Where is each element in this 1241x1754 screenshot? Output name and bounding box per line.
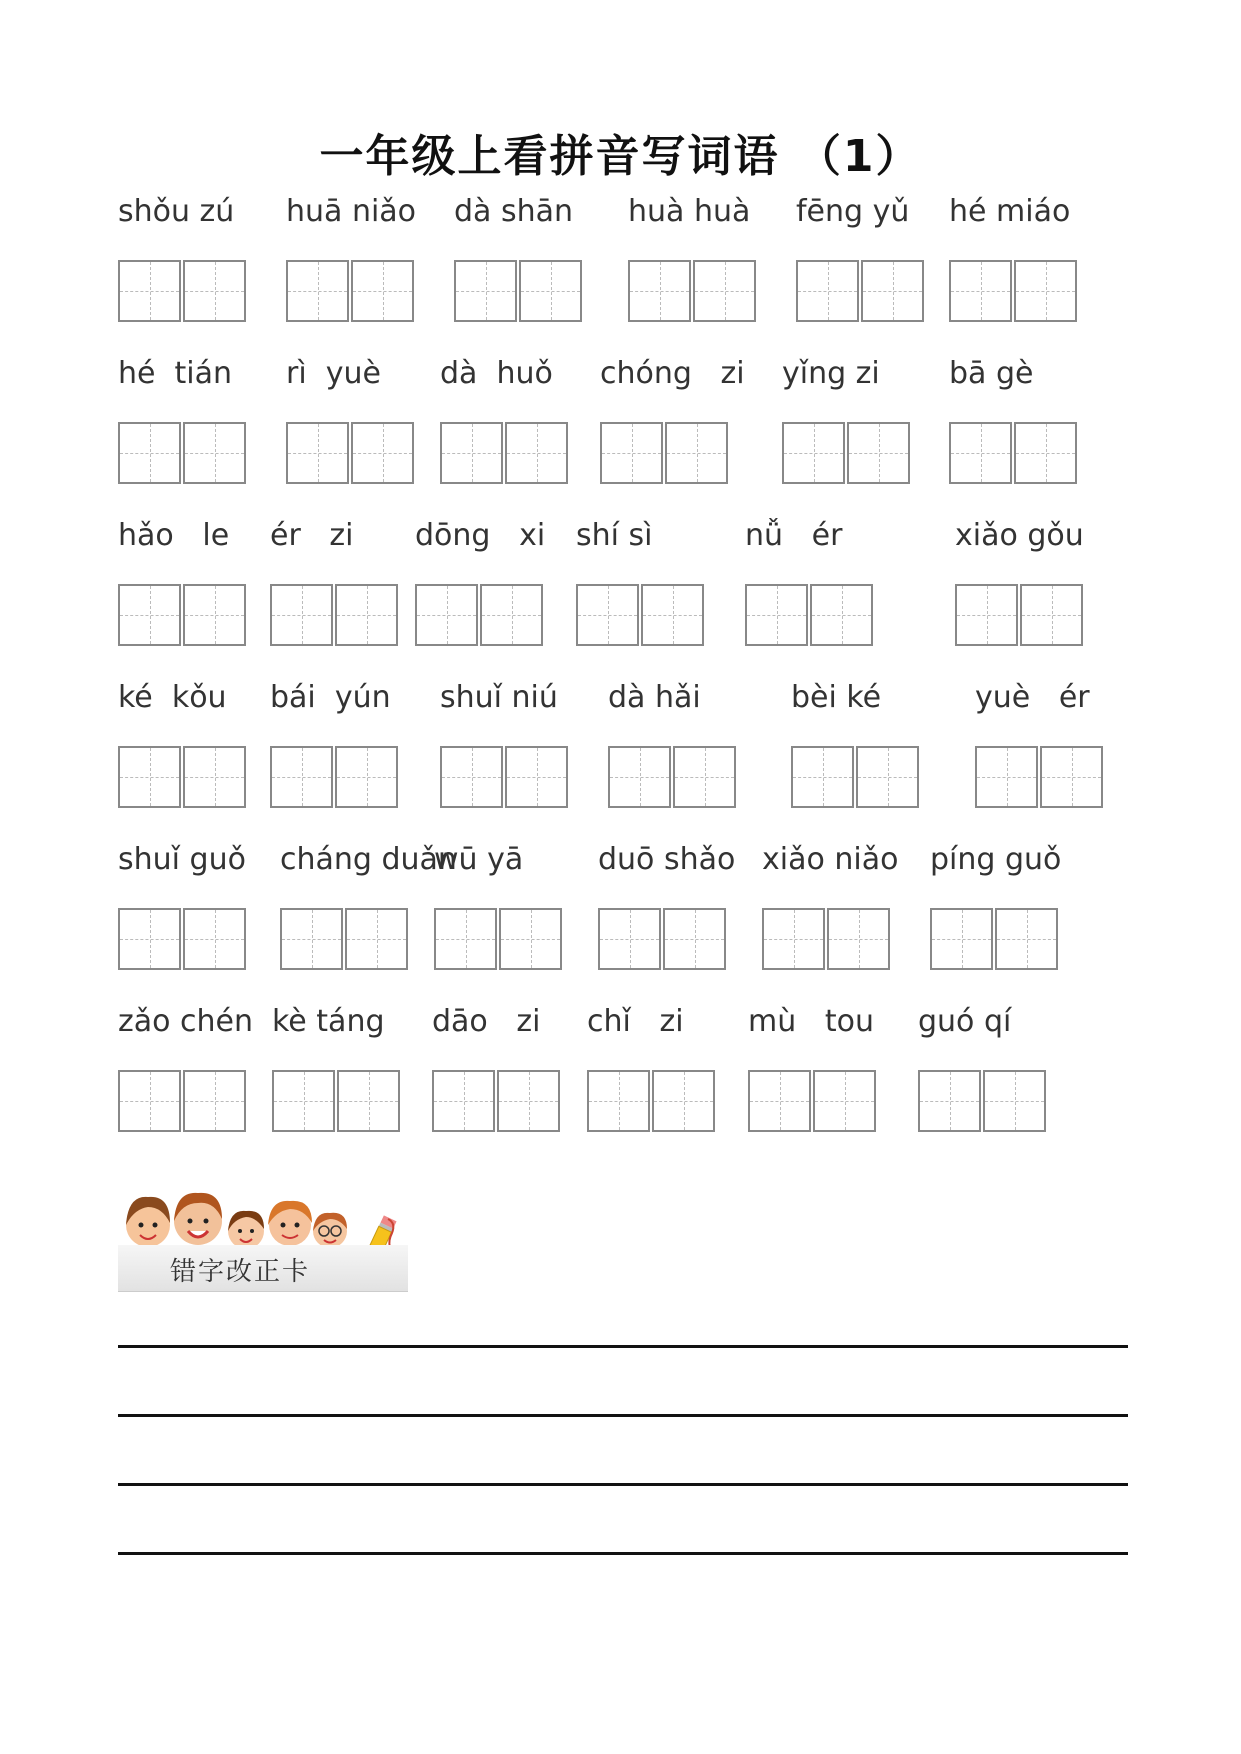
pinyin-label: ér zi [270,518,354,553]
cell-guide-vertical [304,1072,305,1130]
cell-guide-vertical [150,586,151,644]
tianzige-cell[interactable] [628,260,691,322]
pinyin-label: píng guǒ [930,842,1062,877]
cell-guide-vertical [551,262,552,320]
tianzige-cell[interactable] [434,908,497,970]
tianzige-cell[interactable] [118,584,181,646]
writing-box-pair[interactable] [600,422,730,486]
tianzige-cell[interactable] [118,422,181,484]
writing-box-pair[interactable] [440,746,570,810]
pinyin-label: nǚ ér [745,518,843,553]
tianzige-cell[interactable] [918,1070,981,1132]
pinyin-label: dà hǎi [608,680,701,715]
cell-guide-vertical [150,262,151,320]
tianzige-cell[interactable] [762,908,825,970]
pinyin-label: fēng yǔ [796,194,910,229]
writing-box-pair[interactable] [432,1070,562,1134]
writing-box-pair[interactable] [930,908,1060,972]
writing-box-pair[interactable] [280,908,410,972]
pinyin-label: wū yā [434,842,524,877]
cell-guide-vertical [215,262,216,320]
cell-guide-vertical [215,748,216,806]
writing-box-pair[interactable] [782,422,912,486]
tianzige-cell[interactable] [505,746,568,808]
cell-guide-vertical [1027,910,1028,968]
pinyin-label: dà shān [454,194,574,229]
cell-guide-vertical [464,1072,465,1130]
writing-box-pair[interactable] [454,260,584,324]
pinyin-label: ké kǒu [118,680,227,715]
tianzige-cell[interactable] [983,1070,1046,1132]
tianzige-cell[interactable] [432,1070,495,1132]
cell-guide-vertical [828,262,829,320]
cell-guide-vertical [845,1072,846,1130]
tianzige-cell[interactable] [270,584,333,646]
cell-guide-vertical [1072,748,1073,806]
pinyin-label: yuè ér [975,680,1090,715]
cell-guide-vertical [215,910,216,968]
pinyin-label: huà huà [628,194,751,229]
cell-guide-vertical [859,910,860,968]
pinyin-label: dà huǒ [440,356,553,391]
cell-guide-vertical [893,262,894,320]
tianzige-cell[interactable] [505,422,568,484]
tianzige-cell[interactable] [665,422,728,484]
tianzige-cell[interactable] [183,908,246,970]
card-label-strip [118,1245,408,1292]
tianzige-cell[interactable] [748,1070,811,1132]
cell-guide-vertical [472,424,473,482]
tianzige-cell[interactable] [272,1070,335,1132]
cell-guide-vertical [318,424,319,482]
pinyin-label: bā gè [949,356,1034,391]
tianzige-cell[interactable] [286,260,349,322]
cell-guide-vertical [823,748,824,806]
writing-box-pair[interactable] [975,746,1105,810]
tianzige-cell[interactable] [440,746,503,808]
cell-guide-vertical [630,910,631,968]
cell-guide-vertical [981,424,982,482]
cell-guide-vertical [367,586,368,644]
tianzige-cell[interactable] [930,908,993,970]
tianzige-cell[interactable] [118,746,181,808]
cell-guide-vertical [619,1072,620,1130]
tianzige-cell[interactable] [995,908,1058,970]
pinyin-label: guó qí [918,1004,1012,1039]
pinyin-label: xiǎo gǒu [955,518,1084,553]
cell-guide-vertical [987,586,988,644]
tianzige-cell[interactable] [600,422,663,484]
pinyin-label: dāo zi [432,1004,541,1039]
cell-guide-vertical [150,748,151,806]
cell-guide-vertical [150,424,151,482]
tianzige-cell[interactable] [673,746,736,808]
tianzige-cell[interactable] [1014,422,1077,484]
pinyin-label: zǎo chén [118,1004,253,1039]
cell-guide-vertical [312,910,313,968]
tianzige-cell[interactable] [608,746,671,808]
writing-box-pair[interactable] [955,584,1085,648]
tianzige-cell[interactable] [641,584,704,646]
writing-box-pair[interactable] [118,746,248,810]
pinyin-label: shǒu zú [118,194,235,229]
tianzige-cell[interactable] [782,422,845,484]
cell-guide-vertical [640,748,641,806]
writing-box-pair[interactable] [949,260,1079,324]
writing-line[interactable] [118,1414,1128,1417]
tianzige-cell[interactable] [345,908,408,970]
pinyin-label: cháng duǎn [280,842,457,877]
pinyin-label: duō shǎo [598,842,736,877]
cell-guide-vertical [531,910,532,968]
cell-guide-vertical [537,424,538,482]
tianzige-cell[interactable] [440,422,503,484]
tianzige-cell[interactable] [663,908,726,970]
tianzige-cell[interactable] [745,584,808,646]
cell-guide-vertical [673,586,674,644]
writing-box-pair[interactable] [598,908,728,972]
writing-box-pair[interactable] [608,746,738,810]
writing-box-pair[interactable] [576,584,706,648]
writing-box-pair[interactable] [118,1070,248,1134]
writing-box-pair[interactable] [434,908,564,972]
pinyin-label: dōng xi [415,518,546,553]
pinyin-label: hé tián [118,356,233,391]
tianzige-cell[interactable] [955,584,1018,646]
tianzige-cell[interactable] [519,260,582,322]
pinyin-label: yǐng zi [782,356,880,391]
cell-guide-vertical [215,1072,216,1130]
cell-guide-vertical [814,424,815,482]
tianzige-cell[interactable] [183,260,246,322]
pinyin-label: shuǐ guǒ [118,842,246,877]
cell-guide-vertical [1046,424,1047,482]
cell-guide-vertical [780,1072,781,1130]
tianzige-cell[interactable] [351,260,414,322]
cell-guide-vertical [215,586,216,644]
page-title: 一年级上看拼音写词语 （1） [319,131,922,182]
writing-box-pair[interactable] [949,422,1079,486]
card-label: 错字改正卡 [170,1257,311,1287]
cell-guide-vertical [486,262,487,320]
pinyin-label: kè táng [272,1004,385,1039]
writing-box-pair[interactable] [118,908,248,972]
writing-line[interactable] [118,1345,1128,1348]
tianzige-cell[interactable] [454,260,517,322]
cell-guide-vertical [888,748,889,806]
writing-box-pair[interactable] [796,260,926,324]
writing-box-pair[interactable] [745,584,875,648]
pinyin-label: chóng zi [600,356,745,391]
cell-guide-vertical [684,1072,685,1130]
writing-box-pair[interactable] [272,1070,402,1134]
pinyin-label: bái yún [270,680,391,715]
cell-guide-vertical [377,910,378,968]
cell-guide-vertical [879,424,880,482]
tianzige-cell[interactable] [693,260,756,322]
tianzige-cell[interactable] [949,422,1012,484]
tianzige-cell[interactable] [576,584,639,646]
cell-guide-vertical [512,586,513,644]
cell-guide-vertical [383,262,384,320]
cell-guide-vertical [466,910,467,968]
cell-guide-vertical [1007,748,1008,806]
tianzige-cell[interactable] [856,746,919,808]
pinyin-label: huā niǎo [286,194,417,229]
writing-line[interactable] [118,1552,1128,1555]
cell-guide-vertical [950,1072,951,1130]
tianzige-cell[interactable] [949,260,1012,322]
cell-guide-vertical [302,586,303,644]
error-correction-card [118,1185,408,1291]
cell-guide-vertical [215,424,216,482]
writing-box-pair[interactable] [440,422,570,486]
cell-guide-vertical [472,748,473,806]
writing-box-pair[interactable] [918,1070,1048,1134]
cell-guide-vertical [537,748,538,806]
writing-box-pair[interactable] [118,422,248,486]
tianzige-cell[interactable] [415,584,478,646]
tianzige-cell[interactable] [652,1070,715,1132]
tianzige-cell[interactable] [827,908,890,970]
tianzige-cell[interactable] [1020,584,1083,646]
tianzige-cell[interactable] [118,260,181,322]
cell-guide-vertical [150,1072,151,1130]
cell-guide-vertical [705,748,706,806]
tianzige-cell[interactable] [337,1070,400,1132]
writing-box-pair[interactable] [628,260,758,324]
cell-guide-vertical [981,262,982,320]
writing-box-pair[interactable] [587,1070,717,1134]
cell-guide-vertical [529,1072,530,1130]
pinyin-label: rì yuè [286,356,381,391]
tianzige-cell[interactable] [499,908,562,970]
tianzige-cell[interactable] [335,584,398,646]
tianzige-cell[interactable] [975,746,1038,808]
cell-guide-vertical [695,910,696,968]
cell-guide-vertical [1015,1072,1016,1130]
writing-box-pair[interactable] [791,746,921,810]
cell-guide-vertical [777,586,778,644]
writing-box-pair[interactable] [270,746,400,810]
tianzige-cell[interactable] [118,1070,181,1132]
cell-guide-vertical [150,910,151,968]
cell-guide-vertical [794,910,795,968]
pinyin-label: shuǐ niú [440,680,558,715]
cell-guide-vertical [608,586,609,644]
writing-box-pair[interactable] [270,584,400,648]
cell-guide-vertical [302,748,303,806]
cell-guide-vertical [369,1072,370,1130]
writing-box-pair[interactable] [762,908,892,972]
pinyin-label: xiǎo niǎo [762,842,899,877]
tianzige-cell[interactable] [497,1070,560,1132]
cell-guide-vertical [1052,586,1053,644]
tianzige-cell[interactable] [1014,260,1077,322]
tianzige-cell[interactable] [351,422,414,484]
pinyin-label: hǎo le [118,518,230,553]
cell-guide-vertical [725,262,726,320]
cell-guide-vertical [318,262,319,320]
cell-guide-vertical [447,586,448,644]
cell-guide-vertical [632,424,633,482]
tianzige-cell[interactable] [118,908,181,970]
tianzige-cell[interactable] [813,1070,876,1132]
writing-line[interactable] [118,1483,1128,1486]
tianzige-cell[interactable] [598,908,661,970]
tianzige-cell[interactable] [270,746,333,808]
tianzige-cell[interactable] [796,260,859,322]
writing-box-pair[interactable] [118,584,248,648]
tianzige-cell[interactable] [183,422,246,484]
tianzige-cell[interactable] [183,1070,246,1132]
writing-box-pair[interactable] [748,1070,878,1134]
tianzige-cell[interactable] [286,422,349,484]
pinyin-label: mù tou [748,1004,874,1039]
writing-box-pair[interactable] [118,260,248,324]
pinyin-label: shí sì [576,518,653,553]
cell-guide-vertical [383,424,384,482]
writing-box-pair[interactable] [286,422,416,486]
tianzige-cell[interactable] [861,260,924,322]
tianzige-cell[interactable] [480,584,543,646]
tianzige-cell[interactable] [280,908,343,970]
tianzige-cell[interactable] [183,584,246,646]
pinyin-label: bèi ké [791,680,882,715]
tianzige-cell[interactable] [791,746,854,808]
pinyin-label: hé miáo [949,194,1071,229]
tianzige-cell[interactable] [335,746,398,808]
pinyin-label: chǐ zi [587,1004,684,1039]
cell-guide-vertical [697,424,698,482]
tianzige-cell[interactable] [587,1070,650,1132]
writing-box-pair[interactable] [286,260,416,324]
cell-guide-vertical [842,586,843,644]
cell-guide-vertical [660,262,661,320]
cell-guide-vertical [1046,262,1047,320]
tianzige-cell[interactable] [810,584,873,646]
writing-box-pair[interactable] [415,584,545,648]
tianzige-cell[interactable] [183,746,246,808]
tianzige-cell[interactable] [847,422,910,484]
cell-guide-vertical [367,748,368,806]
cell-guide-vertical [962,910,963,968]
tianzige-cell[interactable] [1040,746,1103,808]
